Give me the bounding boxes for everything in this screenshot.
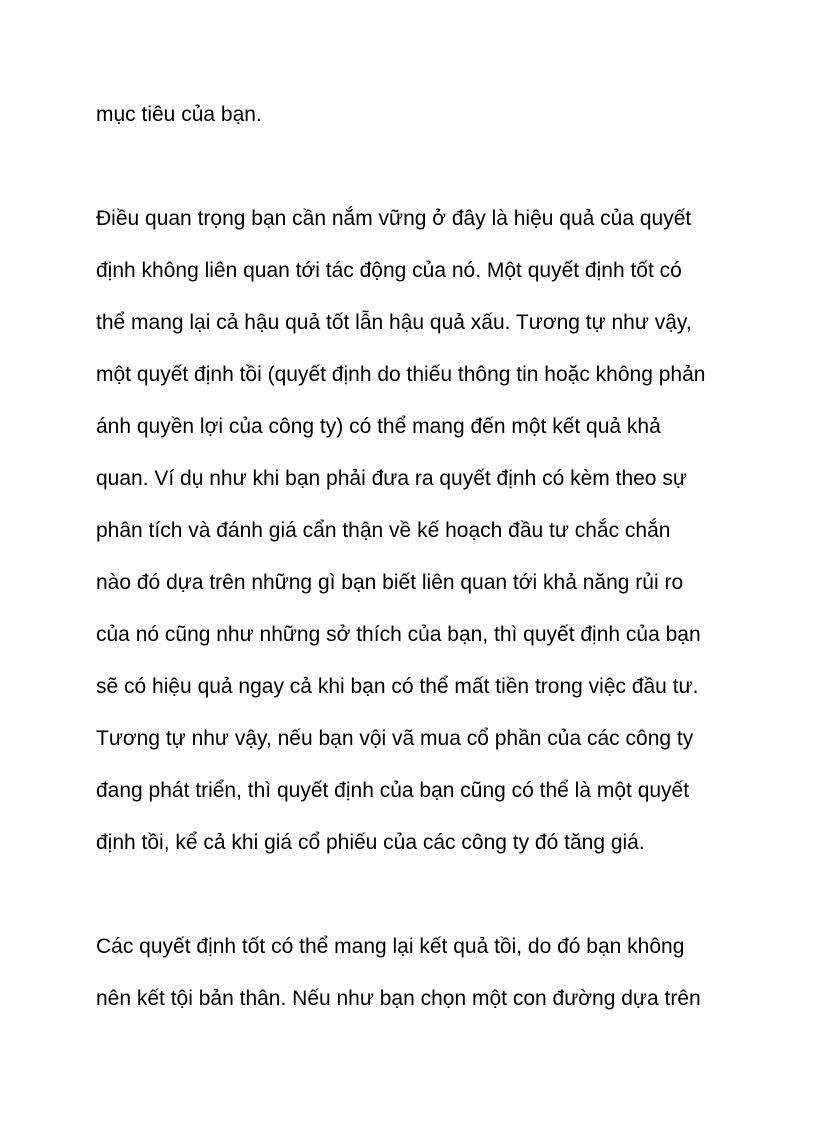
paragraph-2-line-6: quan. Ví dụ như khi bạn phải đưa ra quyết định có kèm theo sự (96, 467, 687, 490)
paragraph-1-line-1: mục tiêu của bạn. (96, 103, 262, 126)
paragraph-3-line-2: nên kết tội bản thân. Nếu như bạn chọn một con đường dựa trên (96, 987, 701, 1010)
paragraph-3-line-1: Các quyết định tốt có thể mang lại kết quả tồi, do đó bạn không (96, 935, 685, 958)
paragraph-2-line-7: phân tích và đánh giá cẩn thận về kế hoạch đầu tư chắc chắn (96, 519, 671, 542)
paragraph-2-line-4: một quyết định tồi (quyết định do thiếu thông tin hoặc không phản (96, 363, 706, 386)
paragraph-2-line-10: sẽ có hiệu quả ngay cả khi bạn có thể mất tiền trong việc đầu tư. (96, 675, 699, 698)
paragraph-2-line-13: định tồi, kể cả khi giá cổ phiếu của các công ty đó tăng giá. (96, 831, 645, 854)
paragraph-2-line-9: của nó cũng như những sở thích của bạn, thì quyết định của bạn (96, 623, 701, 646)
paragraph-2-line-1: Điều quan trọng bạn cần nắm vững ở đây là hiệu quả của quyết (96, 207, 692, 230)
paragraph-2-line-8: nào đó dựa trên những gì bạn biết liên quan tới khả năng rủi ro (96, 571, 684, 594)
paragraph-2-line-2: định không liên quan tới tác động của nó. Một quyết định tốt có (96, 259, 682, 282)
paragraph-2-line-5: ánh quyền lợi của công ty) có thể mang đến một kết quả khả (96, 415, 661, 438)
paragraph-2-line-3: thể mang lại cả hậu quả tốt lẫn hậu quả xấu. Tương tự như vậy, (96, 311, 692, 334)
paragraph-2-line-11: Tương tự như vậy, nếu bạn vội vã mua cổ phần của các công ty (96, 727, 694, 750)
paragraph-2-line-12: đang phát triển, thì quyết định của bạn cũng có thể là một quyết (96, 779, 690, 802)
